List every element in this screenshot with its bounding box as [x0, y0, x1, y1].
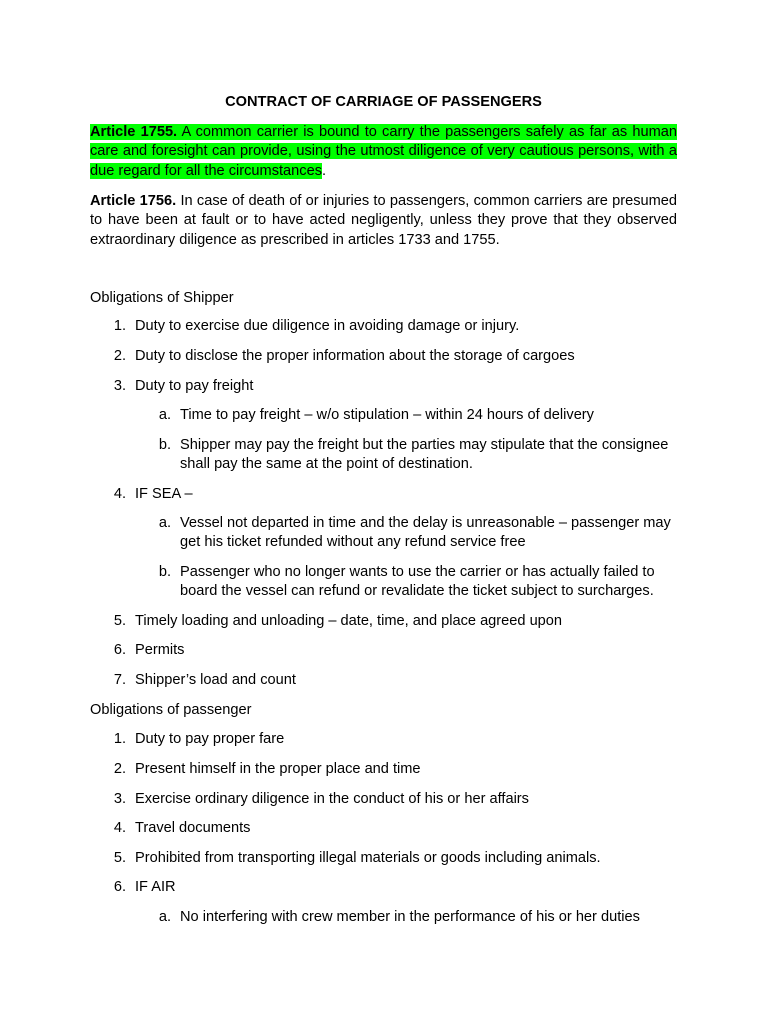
list-item-text: Passenger who no longer wants to use the carrier or has actually failed to board the vessel can refund or revalidate the ticket subject to surcharges.	[180, 564, 655, 600]
list-marker: b.	[158, 437, 171, 453]
list-item-text: Duty to exercise due diligence in avoiding damage or injury.	[135, 318, 520, 334]
list-marker: 2.	[113, 348, 126, 364]
article-text: In case of death of or injuries to passengers, common carriers are presumed to have been at fault or to have acted negligently, unless they prove that they observed extraordinary diligence as prescribed in articles 1733 and 1755.	[90, 193, 677, 248]
list-item-text: IF SEA –	[135, 486, 193, 502]
list-item-text: Shipper’s load and count	[135, 672, 296, 688]
list-item-text: Timely loading and unloading – date, time, and place agreed upon	[135, 613, 563, 629]
list-item-text: Permits	[135, 642, 185, 658]
article-text: A common carrier is bound to carry the passengers safely as far as human care and foresight can provide, using the utmost diligence of very cautious persons, with a due regard for all the circumstances	[90, 124, 678, 179]
list-marker: 1.	[113, 318, 126, 334]
article-trailing-text: .	[322, 162, 327, 179]
highlighted-passage	[90, 124, 677, 179]
list-item-text: IF AIR	[135, 879, 176, 895]
shipper-obligations-heading: Obligations of Shipper	[90, 290, 234, 306]
list-marker: b.	[158, 564, 171, 580]
document-title: CONTRACT OF CARRIAGE OF PASSENGERS	[225, 94, 542, 110]
list-marker: 5.	[113, 850, 126, 866]
article-1755	[90, 123, 677, 181]
article-1756	[90, 192, 677, 250]
article-number: Article 1756.	[90, 193, 177, 209]
list-marker: 4.	[113, 486, 126, 502]
list-item-text: Prohibited from transporting illegal materials or goods including animals.	[135, 850, 601, 866]
list-marker: 4.	[113, 820, 126, 836]
list-item-text: Shipper may pay the freight but the parties may stipulate that the consignee shall pay the same at the point of destination.	[180, 437, 669, 473]
list-marker: 5.	[113, 613, 126, 629]
list-item-text: Travel documents	[135, 820, 251, 836]
list-marker: 6.	[113, 642, 126, 658]
list-marker: a.	[158, 515, 171, 531]
list-item-text: Duty to pay freight	[135, 378, 254, 394]
list-item-text: Exercise ordinary diligence in the conduct of his or her affairs	[135, 791, 529, 807]
article-number: Article 1755.	[90, 124, 178, 140]
list-marker: 1.	[113, 731, 126, 747]
list-marker: 7.	[113, 672, 126, 688]
list-item-text: Time to pay freight – w/o stipulation – within 24 hours of delivery	[180, 407, 594, 423]
list-marker: 3.	[113, 791, 126, 807]
list-marker: 2.	[113, 761, 126, 777]
list-marker: a.	[158, 407, 171, 423]
list-item-text: No interfering with crew member in the performance of his or her duties	[180, 909, 640, 925]
list-item-text: Duty to disclose the proper information about the storage of cargoes	[135, 348, 575, 364]
list-item-text: Present himself in the proper place and time	[135, 761, 421, 777]
list-marker: 6.	[113, 879, 126, 895]
passenger-obligations-heading: Obligations of passenger	[90, 702, 252, 718]
list-marker: a.	[158, 909, 171, 925]
list-item-text: Duty to pay proper fare	[135, 731, 285, 747]
list-marker: 3.	[113, 378, 126, 394]
list-item-text: Vessel not departed in time and the delay is unreasonable – passenger may get his ticket refunded without any refund service free	[180, 515, 671, 551]
